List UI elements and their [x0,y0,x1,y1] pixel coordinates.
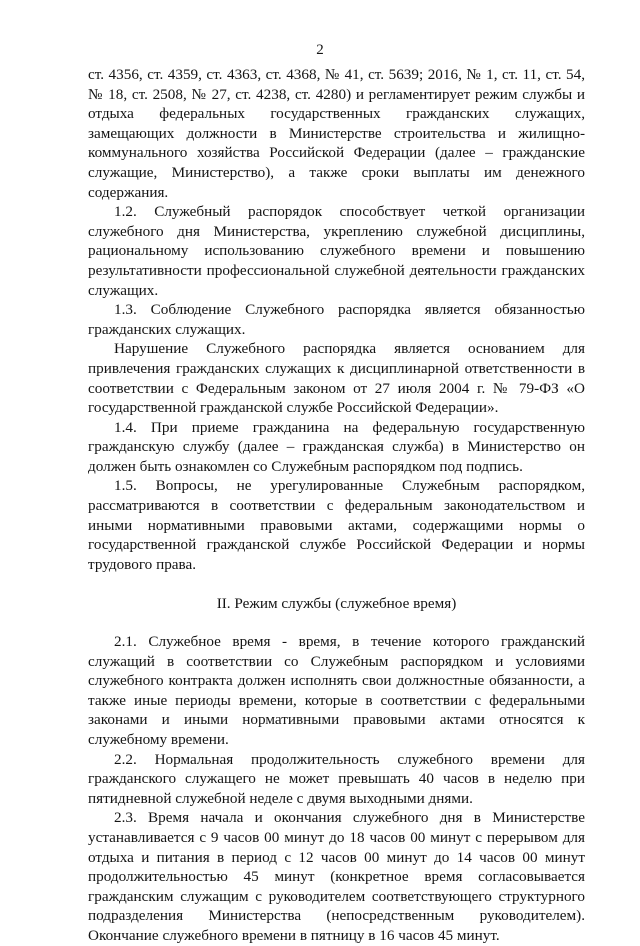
page-number: 2 [316,42,324,58]
paragraph-1-5: 1.5. Вопросы, не урегулированные Служебным распорядком, рассматриваются в соответствии с федеральным законодательством и иными нормативными правовыми актами, содержащими нормы о государственной гражданской службе Российской Федерации и нормы трудового права. [88,477,585,573]
paragraph-1-4: 1.4. При приеме гражданина на федеральную государственную гражданскую службу (далее – гражданская служба) в Министерство он должен быть ознакомлен со Служебным распорядком под подпись. [88,418,585,475]
paragraph-violation: Нарушение Служебного распорядка является основанием для привлечения гражданских служащих к дисциплинарной ответственности в соответствии с Федеральным законом от 27 июля 2004 г. № 79-ФЗ «О государственной гражданской службе Российской Федерации». [88,340,585,417]
paragraph-2-1: 2.1. Служебное время - время, в течение которого гражданский служащий в соответствии со Служебным распорядком и условиями служебного контракта должен исполнять свои должностные обязанности, а также иные периоды времени, которые в соответствии с федеральными законами и иными нормативными правовыми актами относятся к служебному времени. [88,633,585,748]
paragraph-1-3: 1.3. Соблюдение Служебного распорядка является обязанностью гражданских служащих. [88,301,585,338]
paragraph-2-3: 2.3. Время начала и окончания служебного дня в Министерстве устанавливается с 9 часов 00 минут до 18 часов 00 минут с перерывом для отдыха и питания в период с 12 часов 00 минут до 14 часов 00 минут продолжительностью 45 минут (конкретное время согласовывается гражданским служащим с руководителем соответствующего структурного подразделения Министерства (непосредственным руководителем). Окончание служебного времени в пятницу в 16 часов 45 минут. [88,809,585,944]
paragraph-continuation: ст. 4356, ст. 4359, ст. 4363, ст. 4368, № 41, ст. 5639; 2016, № 1, ст. 11, ст. 54, № 18, ст. 2508, № 27, ст. 4238, ст. 4280) и регламентирует режим службы и отдыха федеральных государственных гражданских служащих, замещающих должности в Министерстве строительства и жилищно-коммунального хозяйства Российской Федерации (далее – гражданские служащие, Министерство), а также сроки выплаты им денежного содержания. [88,66,585,201]
paragraph-2-2: 2.2. Нормальная продолжительность служебного времени для гражданского служащего не может превышать 40 часов в неделю при пятидневной служебной неделе с двумя выходными днями. [88,750,585,807]
section-heading: II. Режим службы (служебное время) [216,595,457,613]
paragraph-1-2: 1.2. Служебный распорядок способствует четкой организации служебного дня Министерства, укреплению служебной дисциплины, рациональному использованию служебного времени и повышению результативности профессиональной служебной деятельности гражданских служащих. [88,203,585,299]
document-body [88,65,585,946]
